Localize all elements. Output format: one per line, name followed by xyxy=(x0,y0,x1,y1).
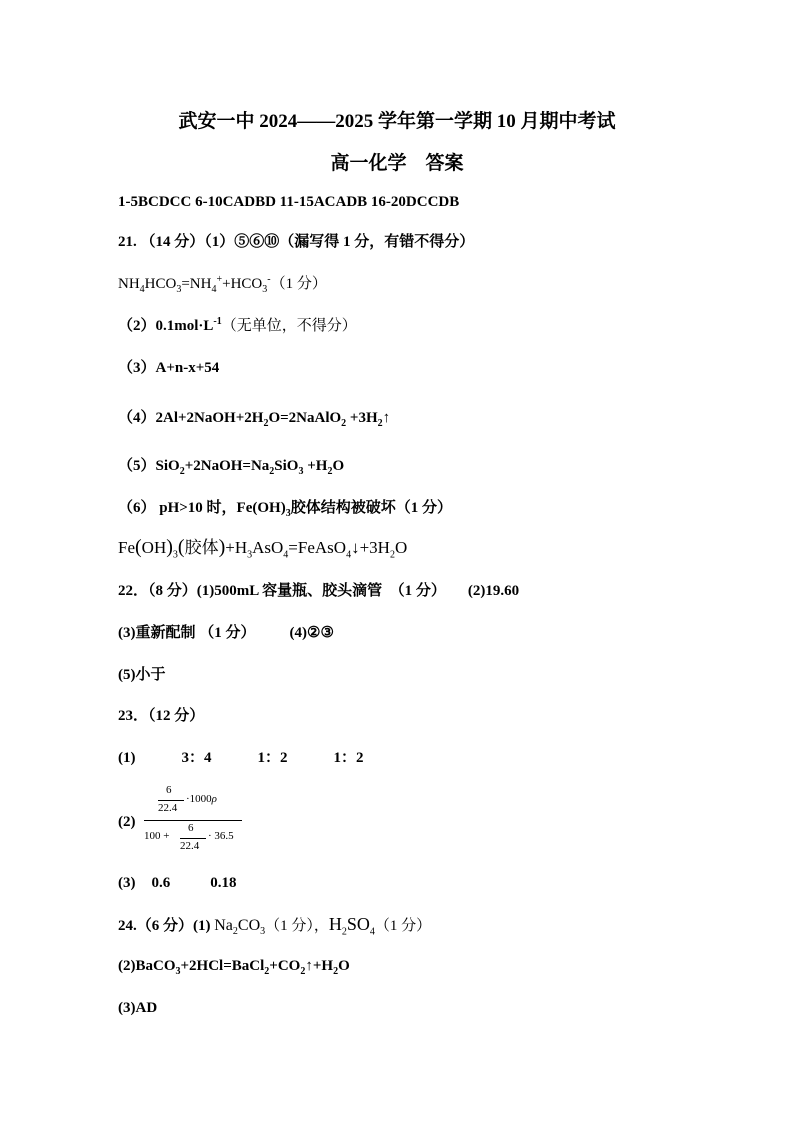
q21-part-5: $(5)SiO_2+2NaOH=Na_2SiO_3 +H_2O$ xyxy=(118,458,345,477)
q22-line-3: (5)小于 xyxy=(118,667,166,683)
q23-part-1: (1) 3：4 1：2 1：2 xyxy=(118,750,364,766)
frac-num-inner-line xyxy=(158,800,184,801)
q23-head: 23．（12 分） xyxy=(118,708,205,724)
frac-num-top: 6 xyxy=(166,784,172,796)
frac-den-a: 100 + xyxy=(144,830,170,842)
q23-part-2-label: (2) xyxy=(118,814,136,830)
frac-num-bottom: 22.4 xyxy=(158,802,178,814)
q21-part-4: $(4)2Al+2NaOH+2H_2O=2NaAlO_2$ $+3H_2↑$ xyxy=(118,410,391,429)
frac-den-inner-line xyxy=(180,838,206,839)
frac-main-line xyxy=(144,820,242,821)
q21-head: 21. （14 分）（1）⑤⑥⑩（漏写得 1 分，有错不得分） xyxy=(118,234,475,250)
q24-part-2: $(2)BaCO_3+2HCl=BaCl_2+CO_2↑+H_2O$ xyxy=(118,958,350,977)
frac-den-bottom: 22.4 xyxy=(180,840,200,852)
q21-part-6: （6） pH>10 时，$Fe(OH)_3$胶体结构被破坏（1 分） xyxy=(118,500,452,519)
q21-part-3: （3）A+n-x+54 xyxy=(118,360,220,376)
frac-num-rest: ·1000ρ xyxy=(186,793,217,805)
q21-equation-2: $Fe(OH)_3$(胶体)$+H_3AsO_4=FeAsO_4↓+3H_2O$ xyxy=(118,536,408,561)
document-title: 武安一中 2024——2025 学年第一学期 10 月期中考试 xyxy=(178,111,616,132)
frac-den-rest: · 36.5 xyxy=(208,830,234,842)
q24-part-3: (3)AD xyxy=(118,1000,158,1016)
frac-den-top: 6 xyxy=(188,822,194,834)
document-subtitle: 高一化学 答案 xyxy=(330,153,464,174)
q22-line-2: (3)重新配制 （1 分） (4)②③ xyxy=(118,625,334,641)
q21-part-2: $(2)0.1mol\cdot L^{-1}$（无单位，不得分） xyxy=(118,316,357,334)
q21-equation-1: $NH_4HCO_3=NH_4^++HCO_3^-(1$ 分） xyxy=(118,274,327,295)
q23-part-3: (3) 0.6 0.18 xyxy=(118,875,237,891)
q24-head: 24.（6 分）(1) $Na_2CO_3(1$ 分），$H_2SO_4(1$ 分） xyxy=(118,914,432,938)
multiple-choice-answers: 1-5BCDCC 6-10CADBD 11-15ACADB 16-20DCCDB xyxy=(118,194,460,210)
q22-line-1: 22．（8 分）(1)500mL 容量瓶、胶头滴管 （1 分） (2)19.60 xyxy=(118,583,520,599)
